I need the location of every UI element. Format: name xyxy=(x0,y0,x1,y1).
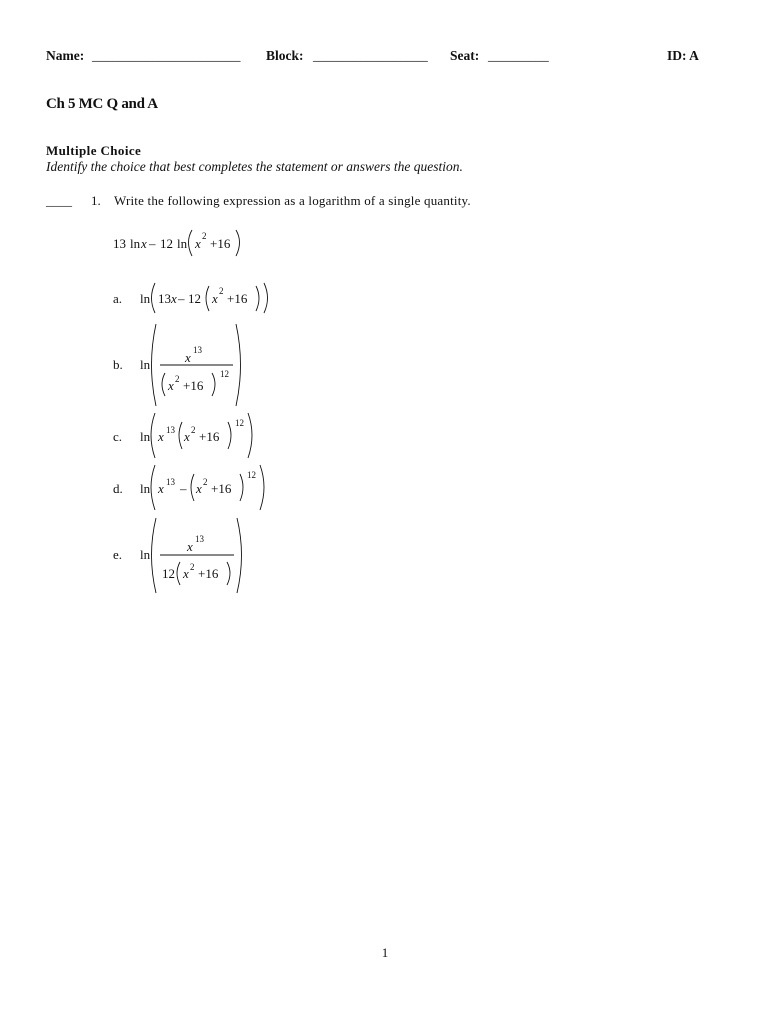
svg-text:x: x xyxy=(185,350,191,365)
svg-text:+16: +16 xyxy=(183,378,204,393)
svg-text:x: x xyxy=(196,481,202,496)
svg-text:12: 12 xyxy=(235,418,244,428)
answer-blank[interactable]: ____ xyxy=(46,193,72,208)
choice-a-letter: a. xyxy=(113,291,123,306)
svg-text:x: x xyxy=(168,378,174,393)
section-instructions: Identify the choice that best completes the statement or answers the question. xyxy=(46,159,463,174)
svg-text:2: 2 xyxy=(190,562,195,572)
choice-b-letter: b. xyxy=(113,357,123,372)
svg-text:2: 2 xyxy=(175,374,180,384)
name-label: Name: xyxy=(46,48,85,63)
svg-text:–: – xyxy=(149,236,156,251)
svg-text:2: 2 xyxy=(219,286,224,296)
svg-text:2: 2 xyxy=(202,231,207,241)
question-text: Write the following expression as a logarithm of a single quantity. xyxy=(114,193,471,208)
svg-text:ln: ln xyxy=(140,291,151,306)
question-expression xyxy=(110,224,260,260)
svg-text:+16: +16 xyxy=(199,429,220,444)
seat-blank[interactable]: _________ xyxy=(488,48,549,63)
choice-e-expression xyxy=(138,516,248,596)
svg-text:x: x xyxy=(184,429,190,444)
choice-c-expression xyxy=(138,410,258,460)
question-number: 1. xyxy=(91,193,101,208)
svg-text:13: 13 xyxy=(195,534,204,544)
choice-c-letter: c. xyxy=(113,429,123,444)
choice-b-expression xyxy=(138,322,248,408)
svg-text:+16: +16 xyxy=(210,236,231,251)
svg-text:ln: ln xyxy=(140,547,151,562)
svg-text:ln: ln xyxy=(140,429,151,444)
svg-text:13: 13 xyxy=(166,425,175,435)
svg-text:x: x xyxy=(171,291,177,306)
section-title: Multiple Choice xyxy=(46,143,142,158)
block-blank[interactable]: _________________ xyxy=(313,48,428,63)
choice-a-expression xyxy=(138,281,278,317)
choice-d-expression xyxy=(138,462,270,512)
svg-text:13: 13 xyxy=(158,291,171,306)
choice-e-letter: e. xyxy=(113,547,123,562)
svg-text:2: 2 xyxy=(191,425,196,435)
svg-text:12: 12 xyxy=(160,236,173,251)
svg-text:13: 13 xyxy=(166,477,175,487)
svg-text:13: 13 xyxy=(113,236,126,251)
svg-text:12: 12 xyxy=(220,369,229,379)
svg-text:ln: ln xyxy=(130,236,141,251)
svg-text:x: x xyxy=(141,236,147,251)
svg-text:ln: ln xyxy=(177,236,188,251)
name-blank[interactable]: ______________________ xyxy=(92,48,241,63)
svg-text:x: x xyxy=(158,481,164,496)
svg-text:–: – xyxy=(180,481,187,496)
svg-text:+16: +16 xyxy=(211,481,232,496)
svg-text:x: x xyxy=(187,539,193,554)
page-number: 1 xyxy=(381,945,389,960)
svg-text:12: 12 xyxy=(162,566,175,581)
block-label: Block: xyxy=(266,48,304,63)
seat-label: Seat: xyxy=(450,48,480,63)
id-label: ID: A xyxy=(667,48,699,63)
svg-text:2: 2 xyxy=(203,477,208,487)
document-title: Ch 5 MC Q and A xyxy=(46,96,158,112)
svg-text:+16: +16 xyxy=(198,566,219,581)
svg-text:12: 12 xyxy=(188,291,201,306)
svg-text:x: x xyxy=(195,236,201,251)
svg-text:x: x xyxy=(212,291,218,306)
choice-d-letter: d. xyxy=(113,481,123,496)
svg-text:ln: ln xyxy=(140,481,151,496)
svg-text:13: 13 xyxy=(193,345,202,355)
svg-text:x: x xyxy=(158,429,164,444)
svg-text:+16: +16 xyxy=(227,291,248,306)
svg-text:12: 12 xyxy=(247,470,256,480)
svg-text:ln: ln xyxy=(140,357,151,372)
svg-text:x: x xyxy=(183,566,189,581)
svg-text:–: – xyxy=(178,291,185,306)
